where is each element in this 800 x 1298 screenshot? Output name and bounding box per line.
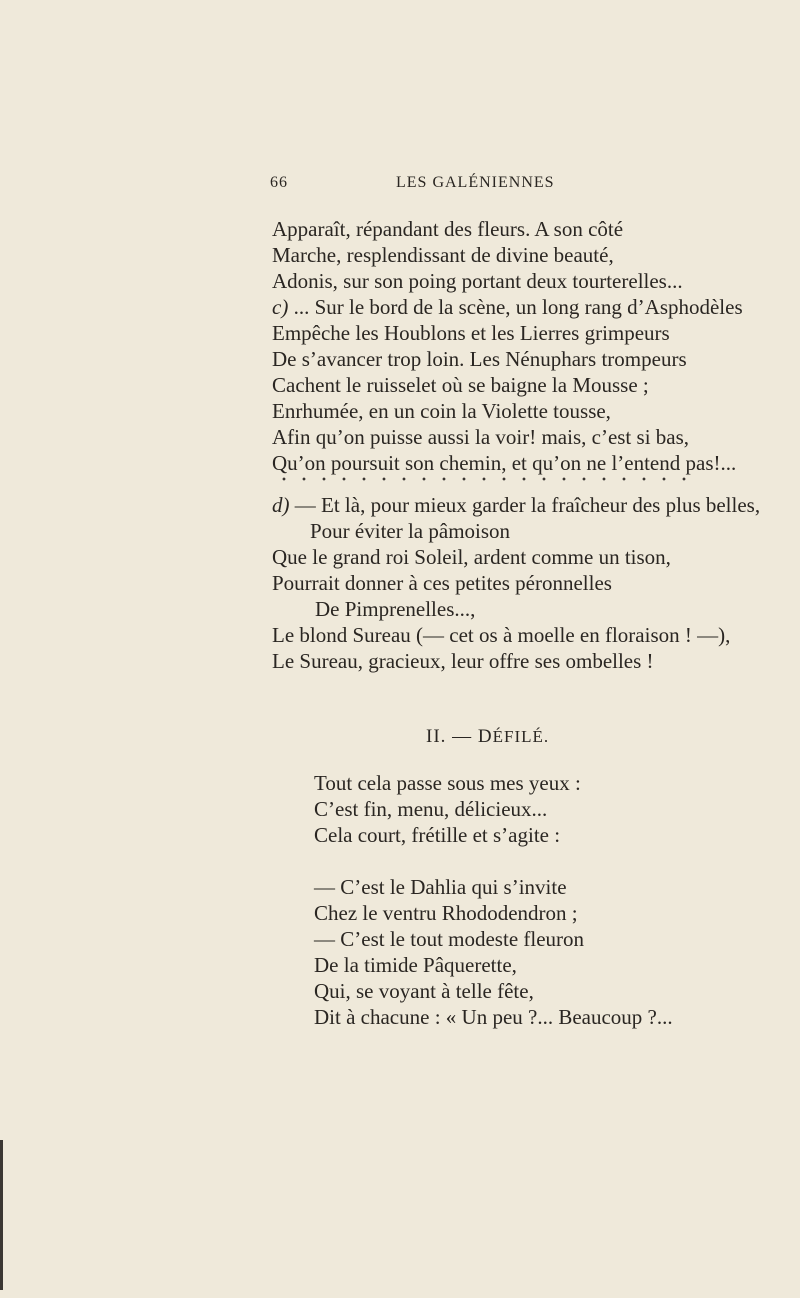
verse-line: Cachent le ruisselet où se baigne la Mousse ; <box>272 373 649 397</box>
verse-line: Dit à chacune : « Un peu ?... Beaucoup ?... <box>314 1005 673 1029</box>
verse-line: Qui, se voyant à telle fête, <box>314 979 534 1003</box>
verse-line <box>272 294 743 320</box>
verse-line: Apparaît, répandant des fleurs. A son côté <box>272 217 624 241</box>
verse-line: De Pimprenelles..., <box>315 597 476 621</box>
verse-line: — C’est le tout modeste fleuron <box>314 927 585 951</box>
section-heading <box>426 726 549 748</box>
verse-text: — Et là, pour mieux garder la fraîcheur des plus belles, <box>294 493 761 517</box>
verse-line: Marche, resplendissant de divine beauté, <box>272 243 614 267</box>
ellipsis-dot-line <box>274 476 694 482</box>
verse-line: Qu’on poursuit son chemin, et qu’on ne l’entend pas!... <box>272 451 737 475</box>
verse-line: Pourrait donner à ces petites péronnelles <box>272 571 612 595</box>
binding-edge <box>0 1140 3 1290</box>
page-number: 66 <box>270 174 288 191</box>
verse-line: C’est fin, menu, délicieux... <box>314 797 548 821</box>
verse-line: De la timide Pâquerette, <box>314 953 517 977</box>
section-title-initial: D <box>477 726 493 747</box>
stanza-label: d) <box>272 493 290 517</box>
verse-line: Tout cela passe sous mes yeux : <box>314 771 581 795</box>
verse-line: Pour éviter la pâmoison <box>310 519 511 543</box>
verse-text: ... Sur le bord de la scène, un long rang d’Asphodèles <box>293 295 743 319</box>
verse-line: Afin qu’on puisse aussi la voir! mais, c’est si bas, <box>272 425 690 449</box>
section-number: II. — <box>426 726 473 747</box>
running-title: LES GALÉNIENNES <box>396 174 555 191</box>
verse-line: De s’avancer trop loin. Les Nénuphars trompeurs <box>272 347 687 371</box>
section-title-rest: ÉFILÉ. <box>492 727 550 746</box>
verse-line: Que le grand roi Soleil, ardent comme un tison, <box>272 545 671 569</box>
verse-line <box>272 492 760 518</box>
verse-line: Enrhumée, en un coin la Violette tousse, <box>272 399 611 423</box>
verse-line: Cela court, frétille et s’agite : <box>314 823 561 847</box>
stanza-label: c) <box>272 295 289 319</box>
verse-line: Adonis, sur son poing portant deux tourterelles... <box>272 269 683 293</box>
verse-line: Le Sureau, gracieux, leur offre ses ombelles ! <box>272 649 654 673</box>
verse-line: Le blond Sureau (— cet os à moelle en floraison ! —), <box>272 623 731 647</box>
verse-line: Chez le ventru Rhododendron ; <box>314 901 578 925</box>
verse-line: Empêche les Houblons et les Lierres grimpeurs <box>272 321 670 345</box>
running-header <box>270 174 570 198</box>
verse-line: — C’est le Dahlia qui s’invite <box>314 875 567 899</box>
